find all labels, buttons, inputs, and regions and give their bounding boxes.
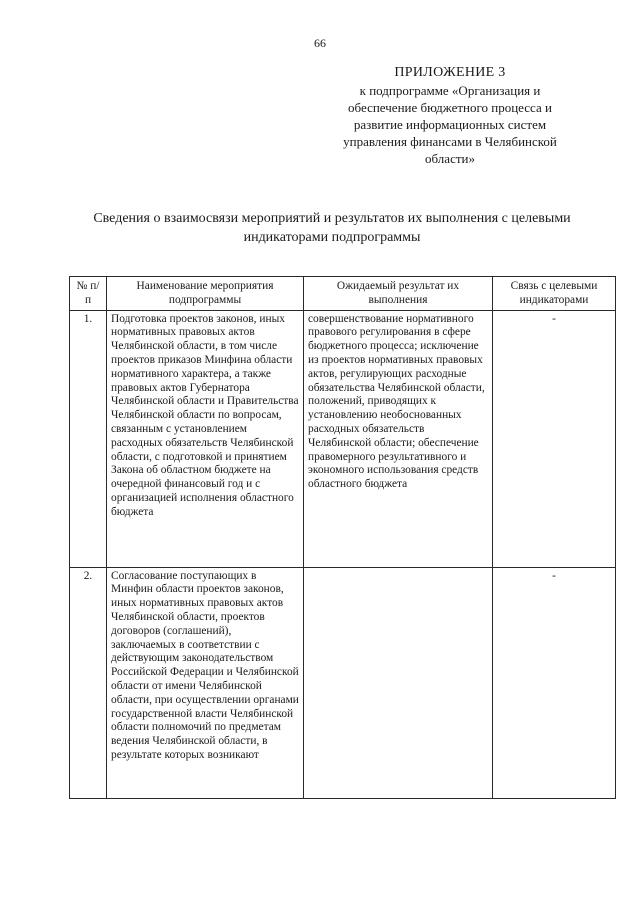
appendix-line: управления финансами в Челябинской bbox=[343, 134, 557, 149]
row-result: совершенствование нормативного правового регулирования в сфере бюджетного процесса; исключение из проектов нормативных правовых актов, регулирующих расходные обязательства Челябинской области, положений, приводящих к установлению необоснованных расходных обязательств Челябинской области; обеспечение правомерного результативного и экономного использования средств областного бюджета bbox=[304, 310, 493, 567]
header-result: Ожидаемый результат их выполнения bbox=[304, 277, 493, 311]
table-row bbox=[70, 310, 616, 567]
measures-table bbox=[69, 276, 616, 799]
appendix-line: развитие информационных систем bbox=[353, 117, 547, 132]
appendix-title: ПРИЛОЖЕНИЕ 3 bbox=[394, 65, 506, 80]
appendix-line: области» bbox=[425, 151, 475, 166]
appendix-block bbox=[300, 64, 600, 167]
row-event: Согласование поступающих в Минфин области проектов законов, иных нормативных правовых актов Челябинской области, проектов договоров (соглашений), заключаемых в соответствии с действующим законодательством Российской Федерации и Челябинской области от имени Челябинской области, при осуществлении органами государственной власти Челябинской области полномочий по предметам ведения Челябинской области, в результате которых возникают bbox=[107, 567, 304, 798]
header-number: № п/п bbox=[70, 277, 107, 311]
table-header-row bbox=[70, 277, 616, 311]
appendix-line: к подпрограмме «Организация и bbox=[359, 83, 541, 98]
header-event: Наименование мероприятия подпрограммы bbox=[107, 277, 304, 311]
row-result bbox=[304, 567, 493, 798]
document-title-line: Сведения о взаимосвязи мероприятий и результатов их выполнения с целевыми bbox=[93, 211, 571, 226]
row-indicator-link: - bbox=[493, 310, 616, 567]
row-number: 2. bbox=[70, 567, 107, 798]
header-indicator-link: Связь с целевыми индикаторами bbox=[493, 277, 616, 311]
table-row bbox=[70, 567, 616, 798]
appendix-line: обеспечение бюджетного процесса и bbox=[348, 100, 552, 115]
page-number: 66 bbox=[314, 36, 326, 50]
row-event: Подготовка проектов законов, иных нормативных правовых актов Челябинской области, в том числе проектов приказов Минфина области нормативного характера, а также правовых актов Губернатора Челябинской области и Правительства Челябинской области по вопросам, связанным с установлением расходных обязательств Челябинской области, с подготовкой и принятием Закона об областном бюджете на очередной финансовый год и с организацией исполнения областного бюджета bbox=[107, 310, 304, 567]
document-title bbox=[62, 209, 602, 247]
row-number: 1. bbox=[70, 310, 107, 567]
row-indicator-link: - bbox=[493, 567, 616, 798]
document-title-line: индикаторами подпрограммы bbox=[243, 230, 421, 245]
